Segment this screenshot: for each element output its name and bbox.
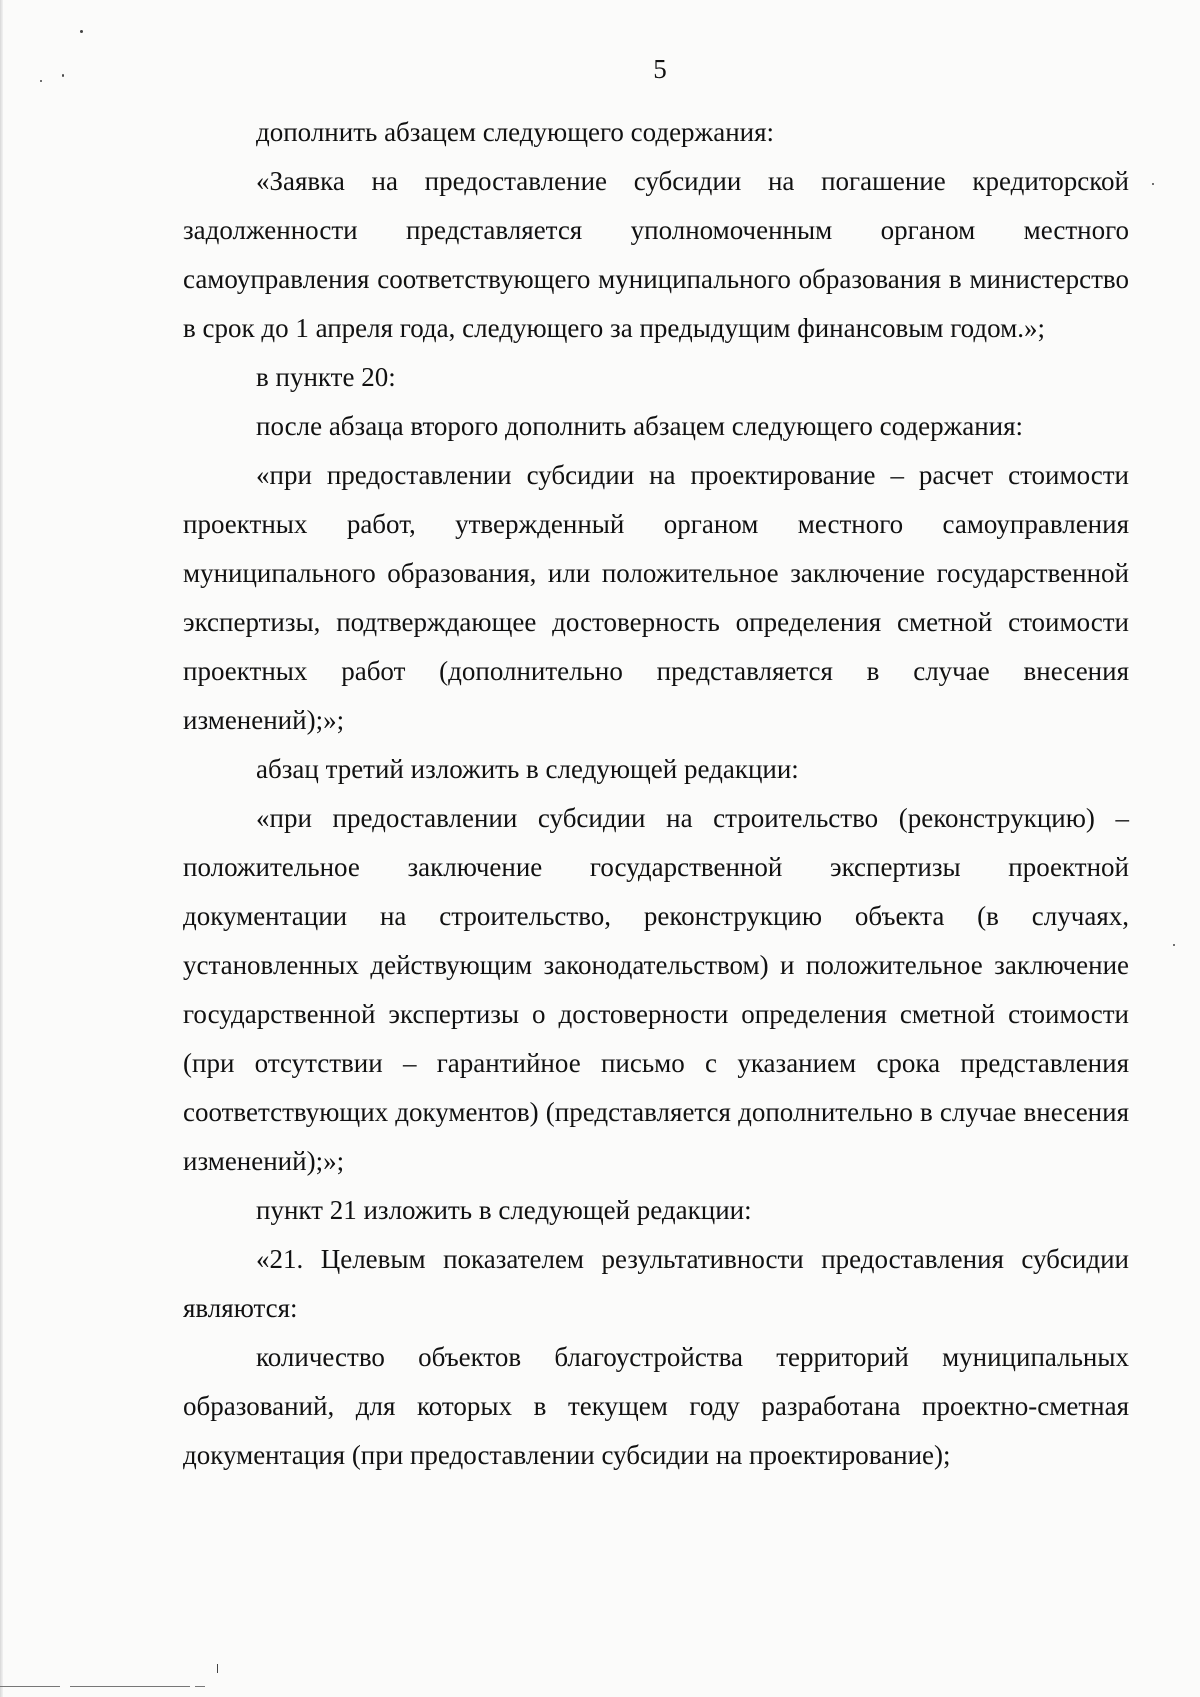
paragraph: «при предоставлении субсидии на строительство (реконструкцию) – положительное заключение государственной экспертизы проектной документации на строительство, реконструкцию объекта (в случаях, установленных действующим законодательством) и положительное заключение государственной экспертизы о достоверности определения сметной стоимости (при отсутствии – гарантийное письмо с указанием срока представления соответствующих документов) (представляется дополнительно в случае внесения изменений);»; — [183, 803, 1129, 1176]
paragraph: дополнить абзацем следующего содержания: — [256, 117, 775, 147]
paragraph: абзац третий изложить в следующей редакции: — [256, 754, 799, 784]
paragraph: «21. Целевым показателем результативности предоставления субсидии являются: — [183, 1244, 1129, 1323]
scan-bottom-rule — [195, 1686, 205, 1687]
page-number: 5 — [653, 54, 667, 84]
document-body — [183, 108, 1129, 1480]
paragraph: количество объектов благоустройства территорий муниципальных образований, для которых в текущем году разработана проектно-сметная документация (при предоставлении субсидии на проектирование); — [183, 1342, 1129, 1470]
scan-speck — [217, 1664, 218, 1673]
paragraph: после абзаца второго дополнить абзацем следующего содержания: — [256, 411, 1024, 441]
paragraph: «при предоставлении субсидии на проектирование – расчет стоимости проектных работ, утвержденный органом местного самоуправления муниципального образования, или положительное заключение государственной экспертизы, подтверждающее достоверность определения сметной стоимости проектных работ (дополнительно представляется в случае внесения изменений);»; — [183, 460, 1129, 735]
paragraph: «Заявка на предоставление субсидии на погашение кредиторской задолженности представляется уполномоченным органом местного самоуправления соответствующего муниципального образования в министерство в срок до 1 апреля года, следующего за предыдущим финансовым годом.»; — [183, 166, 1129, 343]
scan-bottom-rule — [70, 1686, 190, 1687]
scan-left-edge — [0, 0, 3, 1697]
scan-speck — [1173, 944, 1175, 946]
scan-speck — [1152, 183, 1154, 185]
paragraph: пункт 21 изложить в следующей редакции: — [256, 1195, 752, 1225]
scan-bottom-rule — [0, 1686, 60, 1687]
scan-speck — [80, 30, 83, 33]
paragraph: в пункте 20: — [256, 362, 396, 392]
